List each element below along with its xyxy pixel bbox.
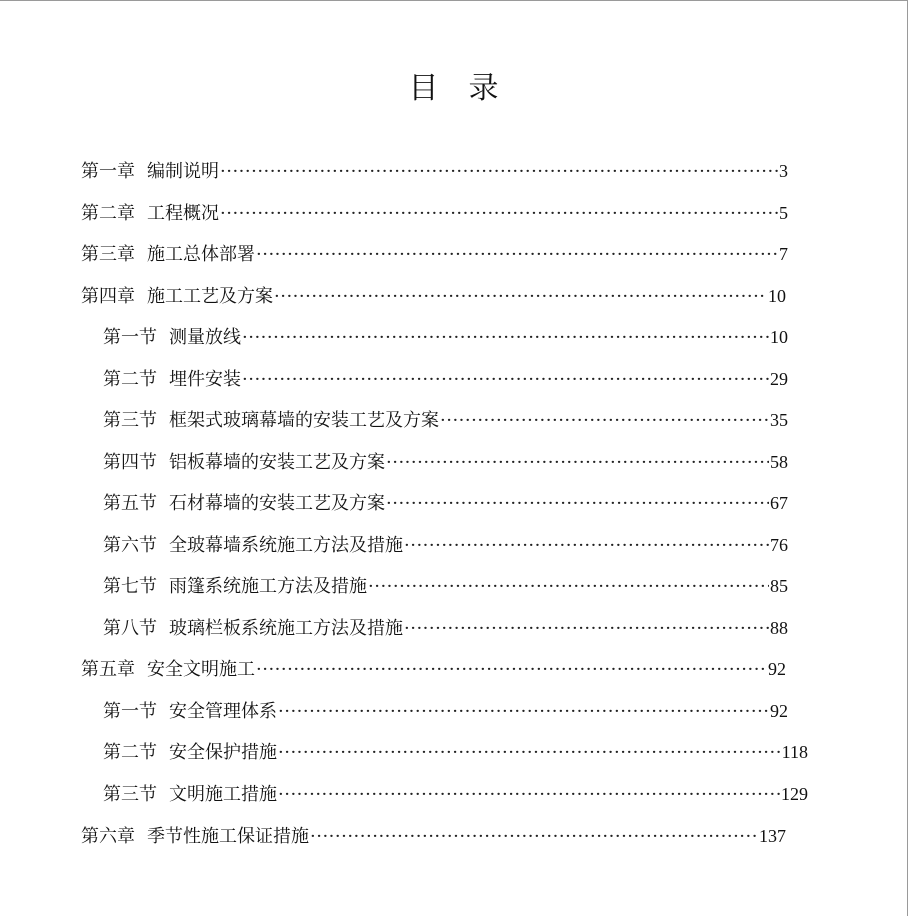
toc-entry-title: 雨篷系统施工方法及措施 [169,576,367,597]
toc-entry[interactable] [103,533,788,558]
toc-entry-number: 第三节 [103,410,157,431]
dot-leader [278,741,781,765]
toc-entry-number: 第四节 [103,452,157,473]
toc-entry[interactable] [103,325,788,350]
toc-entry-number: 第五章 [81,659,135,680]
dot-leader [440,409,769,433]
toc-entry-page: 88 [770,618,788,638]
toc-entry-page: 5 [779,203,788,223]
toc-entry-title: 安全保护措施 [169,742,277,763]
toc-entry-number: 第七节 [103,576,157,597]
dot-leader [386,492,769,516]
toc-entry-page: 67 [770,493,788,513]
title-char-1: 目 [408,71,439,106]
toc-entry[interactable] [81,159,788,184]
toc-entry[interactable] [103,491,788,516]
toc-entry-number: 第三章 [81,244,135,265]
toc-entry-page: 129 [781,784,808,804]
toc-entry-number: 第一节 [103,701,157,722]
dot-leader [220,202,778,226]
toc-entry-page: 10 [768,286,786,306]
toc-entry-page: 92 [768,659,786,679]
dot-leader [310,825,758,849]
toc-entry-title: 全玻幕墙系统施工方法及措施 [169,535,403,556]
dot-leader [386,451,769,475]
toc-entry-number: 第二章 [81,203,135,224]
dot-leader [220,160,778,184]
dot-leader [278,783,780,807]
dot-leader [368,575,769,599]
toc-entry-title: 铝板幕墙的安装工艺及方案 [169,452,385,473]
toc-entry-number: 第三节 [103,784,157,805]
toc-entry-title: 工程概况 [147,203,219,224]
toc-entry-page: 118 [781,742,808,762]
dot-leader [242,326,769,350]
toc-entry-title: 施工工艺及方案 [147,286,273,307]
toc-entry[interactable] [81,284,786,309]
toc-entry[interactable] [103,699,788,724]
toc-entry-number: 第二节 [103,742,157,763]
toc-entry[interactable] [103,740,808,765]
toc-entry-page: 35 [770,410,788,430]
toc-entry-number: 第六节 [103,535,157,556]
toc-entry[interactable] [103,450,788,475]
toc-entry-number: 第二节 [103,369,157,390]
toc-entry-number: 第六章 [81,826,135,847]
dot-leader [278,700,769,724]
toc-entry-title: 测量放线 [169,327,241,348]
toc-entry-number: 第一章 [81,161,135,182]
toc-entry-page: 3 [779,161,788,181]
toc-entry-title: 季节性施工保证措施 [147,826,309,847]
dot-leader [242,368,769,392]
dot-leader [404,534,769,558]
title-char-2: 录 [468,71,499,106]
toc-entry-page: 137 [759,826,786,846]
toc-entry-page: 7 [779,244,788,264]
dot-leader [256,658,767,682]
dot-leader [404,617,769,641]
page-title [0,63,907,107]
toc-entry-page: 76 [770,535,788,555]
toc-entry-title: 玻璃栏板系统施工方法及措施 [169,618,403,639]
toc-entry-number: 第八节 [103,618,157,639]
toc-entry[interactable] [81,824,786,849]
toc-entry-number: 第一节 [103,327,157,348]
toc-entry-page: 92 [770,701,788,721]
toc-entry-page: 10 [770,327,788,347]
toc-entry-title: 安全管理体系 [169,701,277,722]
toc-entry-number: 第五节 [103,493,157,514]
toc-entry-title: 安全文明施工 [147,659,255,680]
toc-entry[interactable] [103,574,788,599]
toc-entry[interactable] [103,616,788,641]
toc-entry-title: 编制说明 [147,161,219,182]
toc-entry-number: 第四章 [81,286,135,307]
toc-entry[interactable] [103,367,788,392]
toc-entry[interactable] [103,782,808,807]
toc-entry-title: 施工总体部署 [147,244,255,265]
toc-entry[interactable] [81,201,788,226]
toc-entry-title: 框架式玻璃幕墙的安装工艺及方案 [169,410,439,431]
toc-entry[interactable] [81,242,788,267]
toc-entry[interactable] [103,408,788,433]
toc-entry-page: 29 [770,369,788,389]
toc-entry[interactable] [81,657,786,682]
toc-entry-title: 文明施工措施 [169,784,277,805]
toc-entry-page: 85 [770,576,788,596]
dot-leader [274,285,767,309]
dot-leader [256,243,778,267]
toc-entry-title: 石材幕墙的安装工艺及方案 [169,493,385,514]
toc-entry-page: 58 [770,452,788,472]
toc-entry-title: 埋件安装 [169,369,241,390]
